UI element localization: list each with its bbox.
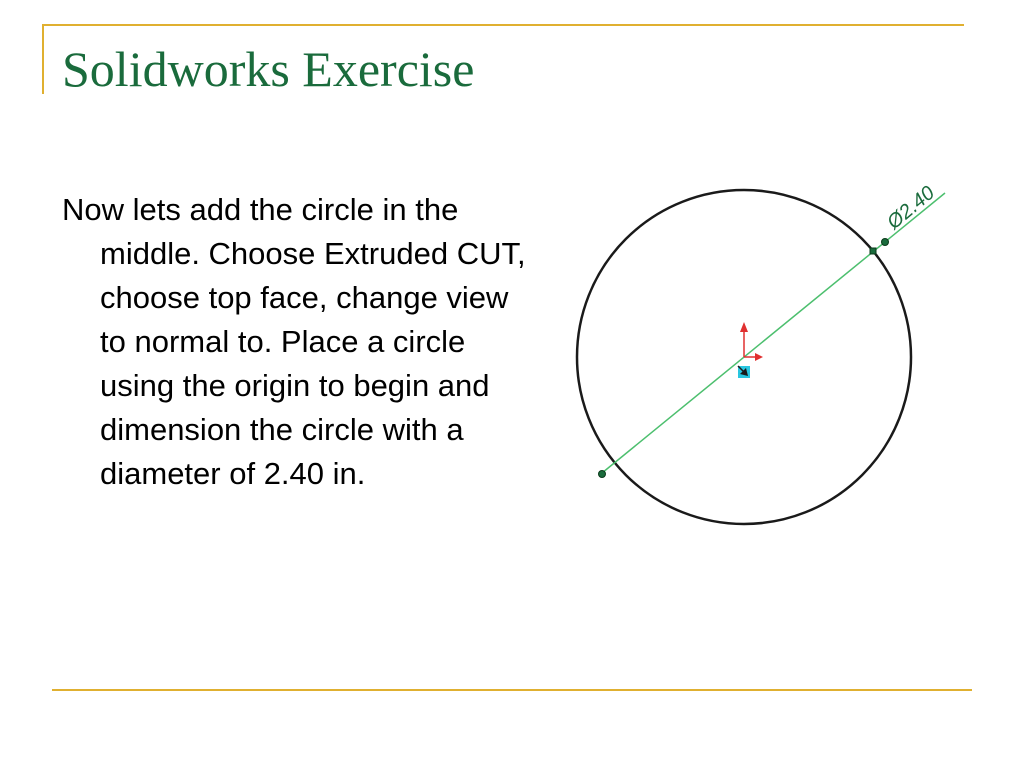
intersection-point xyxy=(870,248,876,254)
diameter-dimension-label[interactable]: Ø2.40 xyxy=(883,181,939,234)
origin-icon xyxy=(740,322,763,361)
slide-title: Solidworks Exercise xyxy=(62,41,475,97)
endpoint-dot-lower xyxy=(599,471,606,478)
frame-top-rule xyxy=(42,24,964,26)
dimension-endpoint-dot xyxy=(882,239,889,246)
footer-rule xyxy=(52,689,972,691)
sketch-diagram xyxy=(560,170,960,540)
slide-body-text: Now lets add the circle in the middle. Choose Extruded CUT, choose top face, change view to normal to. Place a circle using the origin to begin and dimension the circle with a diameter of 2.40 in. xyxy=(62,192,526,491)
frame-left-rule xyxy=(42,24,44,94)
center-point-marker xyxy=(738,366,750,378)
